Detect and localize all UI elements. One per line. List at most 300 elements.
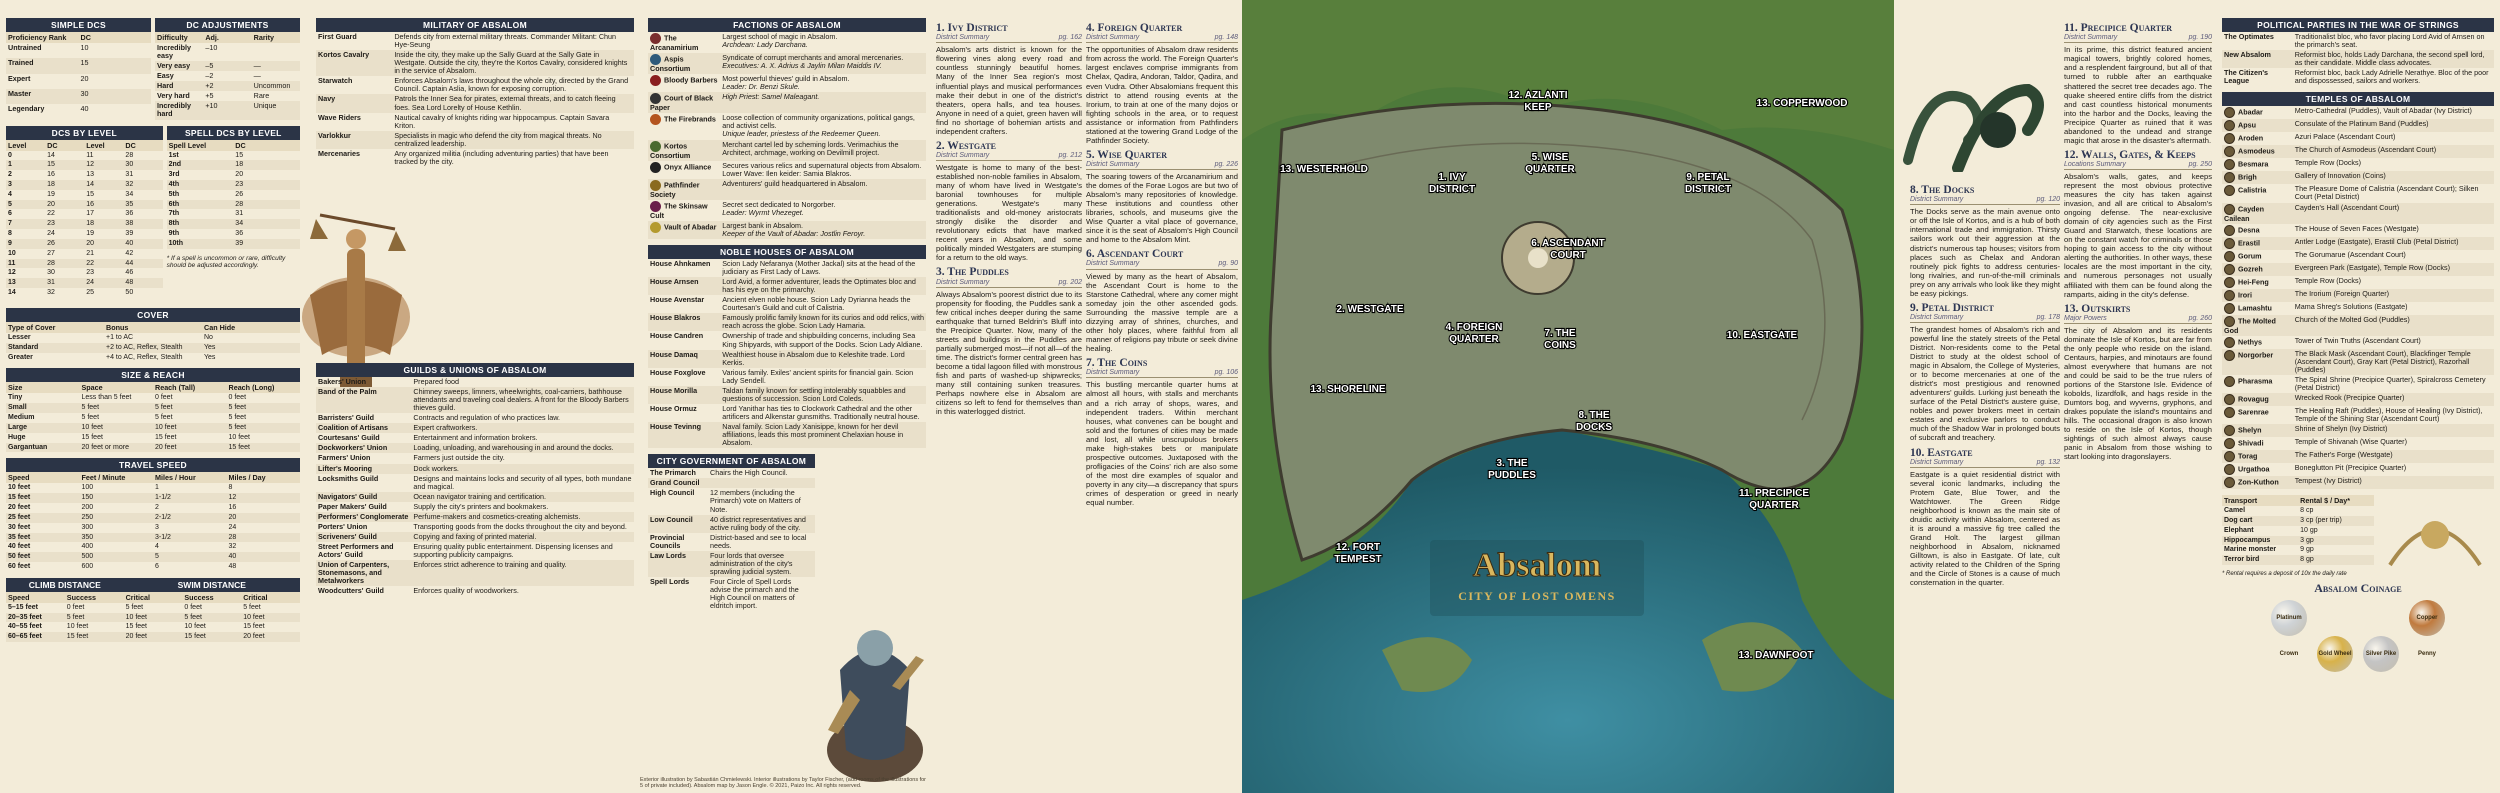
district-label-line: QUARTER — [1449, 334, 1499, 345]
table-row — [6, 353, 300, 363]
table-row — [648, 404, 926, 422]
district-label-line: COURT — [1550, 250, 1586, 261]
row-value: Mama Shreg's Solutions (Eastgate) — [2294, 301, 2408, 311]
table-row — [648, 221, 926, 239]
table-row — [6, 523, 300, 533]
district-heading: 12. Walls, Gates, & Keeps — [2064, 148, 2196, 161]
row-value: 0 feet — [228, 394, 247, 402]
table-row — [167, 180, 300, 190]
district-label-line: COINS — [1544, 340, 1576, 351]
deity-name: Abadar — [2238, 107, 2263, 117]
row-value: Antler Lodge (Eastgate), Erastil Club (Petal District) — [2293, 237, 2494, 250]
row-value: 35 — [123, 200, 162, 210]
row-label — [2222, 424, 2293, 437]
military-table — [316, 18, 634, 167]
table-row — [648, 92, 926, 113]
district-description: Eastgate is a quiet residential district with several iconic landmarks, including the Protem Gate, Blue Tower, and the Watchtower. The Green Ridge neighborhood is known as the main site of druidic activity within Absalom, centered as it is around a massive fig tree called the Grand Holt. The largest gillman neighborhood in Absalom, nicknamed Gilltown, is also in Eastgate. Of late, cult activity related to the Children of the Spring and the Circle of Stones is a cause of much consternation in the quarter. — [1910, 469, 2060, 588]
district-label-d10[interactable] — [1727, 330, 1798, 341]
row-value: 6 — [155, 563, 159, 570]
table-row — [6, 89, 151, 104]
deity-name: Norgorber — [2238, 350, 2274, 360]
political-parties-table — [2222, 18, 2494, 86]
row-label: 13 — [6, 278, 45, 288]
column-header: Critical — [124, 592, 183, 603]
district-label-d4[interactable] — [1446, 322, 1503, 345]
row-label: 10 — [8, 249, 16, 257]
table-row — [316, 113, 634, 131]
row-label: 20 feet — [8, 504, 31, 512]
row-value: 34 — [233, 219, 300, 229]
row-label: Courtesans' Guild — [318, 433, 380, 443]
deity-symbol-icon — [2224, 350, 2235, 361]
row-value: 20 feet — [153, 443, 227, 453]
row-label: Dog cart — [2222, 516, 2298, 526]
row-value: Nautical cavalry of knights riding war hippocampus. Captain Savara Kriton. — [394, 112, 610, 130]
table-row — [6, 503, 300, 513]
row-label: Starwatch — [318, 76, 353, 86]
row-value: 50 — [125, 289, 134, 297]
row-value: 13 — [86, 171, 95, 179]
column-header: Reach (Tall) — [153, 382, 227, 393]
row-value: Entertainment and information brokers. — [413, 433, 538, 443]
row-label: 10th — [167, 239, 234, 249]
table-row — [6, 403, 300, 413]
transport-body — [2222, 506, 2374, 565]
row-label: 15 feet — [6, 493, 80, 503]
district-label-d13c[interactable] — [1310, 384, 1385, 395]
deity-name: Torag — [2238, 451, 2258, 461]
district-label-d13d[interactable] — [1738, 650, 1813, 661]
absalom-map[interactable] — [1242, 0, 1894, 793]
row-value: Tower of Twin Truths (Ascendant Court) — [2294, 335, 2421, 345]
size-reach-body — [6, 393, 300, 452]
row-value: 2-1/2 — [153, 513, 227, 523]
table-row — [648, 259, 926, 277]
row-label: Terror bird — [2222, 555, 2298, 565]
faction-name-text: The Firebrands — [664, 114, 716, 124]
faction-name — [648, 221, 720, 239]
coinage-row — [2222, 600, 2494, 672]
district-summary-line — [936, 279, 1082, 288]
column-header: Speed — [6, 472, 80, 483]
table-row — [648, 422, 926, 448]
row-value: 14 — [84, 180, 123, 190]
row-value: Famously prolific family known for its curios and odd relics, with reach across the globe. Scion Lady Hamaria. — [722, 313, 924, 331]
row-value: 30 — [47, 269, 55, 277]
row-label: 9 — [6, 239, 45, 249]
table-row — [648, 350, 926, 368]
row-value: The Father's Forge (Westgate) — [2293, 450, 2494, 463]
table-row — [6, 170, 163, 180]
row-value: 24 — [228, 523, 237, 531]
row-value: 40 district representatives and active ruling body of the city. — [708, 515, 815, 533]
row-value: Four Circle of Spell Lords advise the primarch and the High Council on matters of eldritch import. — [710, 577, 799, 611]
district-label-d12b[interactable] — [1334, 542, 1381, 565]
row-value: 28 — [233, 200, 300, 210]
table-row — [2222, 263, 2494, 276]
row-value: Various family. Exiles' ancient spirits for financial gain. Scion Lady Sendell. — [722, 367, 914, 385]
row-value: Patrols the Inner Sea for pirates, external threats, and to catch fleeing foes. Sea Lord Lorelty of House Kethlin. — [392, 94, 634, 112]
factions-body — [648, 32, 926, 239]
row-label: 60–65 feet — [6, 632, 65, 642]
coin-icon: Gold Wheel — [2317, 636, 2353, 672]
row-label: Law Lords — [648, 551, 708, 577]
row-value: 22 — [84, 259, 123, 269]
summary-type: Locations Summary — [2064, 160, 2126, 168]
row-value: 23 — [45, 219, 84, 229]
row-value: 0 feet — [66, 603, 85, 611]
column-header: Critical — [241, 592, 300, 603]
row-value: 39 — [125, 230, 134, 238]
ornament-illustration — [2380, 495, 2490, 575]
temples-title: TEMPLES OF ABSALOM — [2222, 92, 2494, 106]
summary-type: District Summary — [1086, 369, 1140, 377]
faction-description — [720, 200, 926, 221]
district-label-line: 3. THE — [1496, 458, 1528, 469]
district-heading: 7. The Coins — [1086, 357, 1148, 370]
row-value: 8 gp — [2298, 555, 2374, 565]
row-value: 15 feet — [227, 443, 301, 453]
deity-symbol-icon — [2224, 407, 2235, 418]
page-reference: pg. 148 — [1214, 34, 1238, 42]
table-row — [316, 502, 634, 512]
row-value: Four lords that oversee administration of the city's sprawling judicial system. — [708, 551, 815, 577]
climb-title: CLIMB DISTANCE — [28, 579, 101, 590]
climb-swim-table — [6, 592, 300, 642]
column-header: Size — [6, 382, 80, 393]
table-row — [316, 453, 634, 463]
table-row — [2222, 506, 2374, 516]
government-title: CITY GOVERNMENT OF ABSALOM — [648, 454, 815, 468]
credits-text: Exterior illustration by Sabastián Chmielewski. Interior illustrations by Taylor Fischer, (add rooms of the illustrations for 5 of private included). Absalom map by Jason Engle. © 2021, Paizo Inc. All rights reserved. — [640, 776, 927, 789]
district-heading: 10. Eastgate — [1910, 446, 1973, 459]
row-value: Boneglutton Pit (Precipice Quarter) — [2294, 463, 2407, 473]
faction-summary: Secret sect dedicated to Norgorber. — [722, 199, 836, 209]
table-row — [2222, 375, 2494, 393]
district-label-line: DOCKS — [1575, 422, 1613, 433]
row-value: 32 — [228, 543, 237, 551]
factions-table — [648, 18, 926, 239]
table-row — [648, 140, 926, 161]
row-label — [2222, 476, 2293, 489]
faction-leader: Archdean: Lady Darchana. — [722, 40, 808, 50]
district-summary-line — [1086, 161, 1238, 170]
row-value: Naval family. Scion Lady Xanisippe, known for her devil affiliations, leads this most prominent Chelaxian house in Absalom. — [720, 422, 926, 448]
deity-name: Shivadi — [2238, 438, 2264, 448]
district-label-line: 13. WESTERHOLD — [1280, 164, 1368, 175]
noble-houses-body — [648, 259, 926, 448]
faction-name-text: The Arcanamirium — [650, 33, 699, 52]
page-reference: pg. 250 — [2188, 160, 2212, 168]
table-row — [2222, 424, 2494, 437]
row-value: The Black Mask (Ascendant Court), Blackfinger Temple (Ascendant Court), Gray Kart (Petal District), Razorhall (Puddles) — [2293, 349, 2494, 375]
row-label: Performers' Conglomerate — [316, 512, 411, 522]
row-value: Lord Avid, a former adventurer, leads the Optimates bloc and has his eye on the primarchy. — [720, 277, 926, 295]
table-row — [167, 200, 300, 210]
row-value: 5 feet — [80, 403, 154, 413]
table-row — [316, 512, 634, 522]
row-label: Small — [6, 403, 80, 413]
row-label: House Foxglove — [650, 367, 706, 377]
district-label-d2[interactable] — [1336, 304, 1403, 315]
row-label: 8th — [167, 219, 234, 229]
row-label — [2222, 145, 2293, 158]
deity-name: Calistria — [2238, 185, 2267, 195]
row-label — [2222, 276, 2293, 289]
climb-swim-header — [6, 592, 300, 603]
row-value: 15 — [86, 190, 95, 198]
page-reference: pg. 226 — [1214, 160, 1238, 168]
cover-header — [6, 322, 300, 333]
row-label — [2222, 336, 2293, 349]
row-value: 3-1/2 — [153, 533, 227, 543]
row-label: Large — [6, 423, 80, 433]
deity-name: Shelyn — [2238, 425, 2262, 435]
district-label-d13[interactable] — [1757, 98, 1848, 109]
transport-note: * Rental requires a deposit of 10x the daily rate — [2222, 571, 2347, 578]
row-label: Locksmiths Guild — [318, 473, 379, 483]
column-header: Rental $ / Day* — [2298, 495, 2374, 506]
table-row — [316, 464, 634, 474]
faction-name — [648, 74, 720, 92]
row-label: 5–15 feet — [8, 603, 38, 611]
row-label: 4th — [167, 180, 234, 190]
table-row — [316, 387, 634, 413]
row-value: 19 — [47, 190, 55, 198]
column-header: DC — [233, 140, 300, 151]
summary-type: District Summary — [936, 278, 990, 286]
row-value: Perfume-makers and cosmetics-creating alchemists. — [411, 512, 634, 522]
deity-symbol-icon — [2224, 159, 2235, 170]
row-label: 2 — [8, 171, 12, 179]
column-header: DC — [79, 32, 152, 43]
row-value: 9 gp — [2300, 546, 2314, 554]
table-row — [316, 76, 634, 94]
district-heading: 3. The Puddles — [936, 266, 1009, 279]
row-label: House Blakros — [648, 313, 720, 331]
row-label: 7th — [168, 210, 180, 218]
column-header: Can Hide — [202, 322, 300, 333]
district-label-d5[interactable] — [1525, 152, 1575, 175]
table-row — [2222, 476, 2494, 489]
table-row — [6, 433, 300, 443]
table-row — [6, 43, 151, 58]
row-label: Expert — [8, 73, 31, 83]
faction-description — [720, 179, 926, 200]
table-row — [648, 113, 926, 139]
faction-leader: Keeper of the Vault of Abadar: Jostlin Feroyr. — [722, 228, 866, 238]
row-label: House Morilla — [648, 386, 720, 404]
table-row — [155, 81, 300, 91]
row-value: Temple of Shivanah (Wise Quarter) — [2294, 437, 2407, 447]
row-label — [2222, 289, 2293, 302]
row-label: 12 — [8, 269, 16, 277]
row-value: Ocean navigator training and certification. — [411, 492, 634, 502]
district-label-line: 5. WISE — [1531, 152, 1569, 163]
temples-panel — [2216, 0, 2500, 793]
row-value: Defends city from external military threats. Commander Militant: Chun Hye-Seung — [394, 32, 617, 50]
row-label — [2222, 450, 2293, 463]
row-label: 35 feet — [6, 533, 80, 543]
table-row — [6, 622, 300, 632]
row-label: 5 — [6, 200, 45, 210]
column-header: Difficulty — [155, 32, 203, 43]
row-value: 20 feet — [124, 632, 183, 642]
row-label: 2nd — [167, 160, 234, 170]
district-heading: 5. Wise Quarter — [1086, 148, 1168, 161]
table-row — [6, 200, 163, 210]
row-value: 5 feet — [227, 423, 301, 433]
row-label: Farmers' Union — [318, 453, 371, 463]
column-header: Proficiency Rank — [6, 32, 79, 43]
row-label — [2222, 184, 2293, 202]
table-row — [167, 229, 300, 239]
row-label: The Optimates — [2224, 32, 2274, 41]
district-description: The soaring towers of the Arcanamirium and the domes of the Forae Logos are but two of Absalom's many repositories of knowledge. These institutions and countless other libraries, schools, and museums give the Wise Quarter a vital place of governance, since it is the seat of Absalom's High Council and home to the Absalom Mint. — [1086, 172, 1238, 245]
row-value: Yes — [202, 343, 300, 353]
row-value: 26 — [235, 190, 244, 198]
deity-name: Cayden Cailean — [2224, 203, 2264, 223]
deity-symbol-icon — [2224, 464, 2235, 475]
row-label: Legendary — [8, 104, 45, 114]
district-label-d8[interactable] — [1576, 410, 1612, 433]
row-label: Very easy — [155, 61, 203, 71]
district-label-d7[interactable] — [1544, 328, 1576, 351]
faction-name — [648, 53, 720, 74]
deity-name: Apsu — [2238, 120, 2256, 130]
row-label — [2222, 171, 2293, 184]
factions-title: FACTIONS OF ABSALOM — [648, 18, 926, 32]
row-label: House Candren — [650, 331, 704, 341]
row-label: Incredibly easy — [157, 43, 191, 61]
table-row — [2222, 406, 2494, 424]
district-description: Absalom's walls, gates, and keeps represent the most obvious protective measures the city has taken against invasion, and all are critical to Absalom's ongoing defense. The near-exclusive domain of city agencies such as the First Guard and Starwatch, these locations are on the constant watch for criminals or those hoping to gain access to the city without alerting the authorities. In other ways, these locales are the most important in the city, and numerous personages not usually affiliated with them can be found along the ramparts, aiding in the city's defense. — [2064, 172, 2212, 299]
table-row — [6, 552, 300, 562]
row-label: Woodcutters' Guild — [318, 586, 384, 596]
row-value: 19 — [86, 230, 95, 238]
table-row — [6, 180, 163, 190]
district-description: This bustling mercantile quarter hums at almost all hours, with stalls and merchants and a rich array of shops, wares, and independent traders. Within merchant houses, what convenes can be bought and sold and the fortunes of cities may be made and lost, all while unscrupulous brokers make high-stakes bets or manipulate prospective outcomes. Juxtaposed with the profligacies of the Coins' rich are also some of the most dire examples of squalor and poverty in any city—a discrepancy that spurs crimes of desperation or greed in nearly equal number. — [1086, 380, 1238, 507]
faction-emblem-icon — [650, 75, 661, 86]
row-label: House Arnsen — [648, 277, 720, 295]
page-reference: pg. 190 — [2188, 34, 2212, 42]
faction-summary: Loose collection of community organizations, political gangs, and activist cells. — [722, 113, 915, 131]
dcs-by-level-table — [6, 126, 163, 298]
district-heading: 2. Westgate — [936, 139, 996, 152]
district-description: The city of Absalom and its residents dominate the Isle of Kortos, but are far from the only people who reside on the island. Centaurs, harpies, and minotaurs are found almost everywhere that humans are not and could be said to be the true rulers of portions of the Starstone Isle. Evidence of kobolds, lizardfolk, and hags reside in the Dumtors bog, and wyverns, gryphons, and drakes populate the island's mountains and hills. The occasional dragon is also known to reside on the Isle of Kortos, though sightings of such almost always cause panic in Absalom from those wishing to start looking into dragonslayers. — [2064, 325, 2212, 462]
row-value: The Spiral Shrine (Precipice Quarter), Spiralcross Cemetery (Petal District) — [2294, 374, 2486, 392]
row-value: Yes — [204, 353, 216, 361]
row-value: Lord Yanithar has ties to Clockwork Cathedral and the other artificers and Alkenstar gunsmiths. Traditionally neutral house. — [722, 403, 920, 421]
row-value: Tempest (Ivy District) — [2293, 476, 2494, 489]
faction-summary: Largest bank in Absalom. — [722, 220, 803, 230]
table-row — [167, 151, 300, 161]
row-value: 32 — [123, 180, 162, 190]
summary-type: District Summary — [936, 151, 990, 159]
row-label — [2222, 349, 2293, 375]
districts-column-c — [1910, 180, 2060, 590]
table-row — [316, 131, 634, 149]
table-row — [648, 200, 926, 221]
row-label — [2222, 393, 2293, 406]
row-value: Wealthiest house in Absalom due to Keleshite trade. Lord Kerkis. — [720, 350, 926, 368]
government-table — [648, 454, 815, 611]
district-heading: 11. Precipice Quarter — [2064, 22, 2173, 34]
district-summary-line — [2064, 161, 2212, 170]
row-label: 6 — [8, 210, 12, 218]
row-value: 36 — [235, 230, 244, 238]
political-parties-body — [2222, 32, 2494, 86]
spell-dcs-body — [167, 151, 300, 249]
row-value: 100 — [81, 484, 94, 492]
coin — [2404, 600, 2450, 660]
faction-description — [720, 92, 926, 113]
row-value: 4 — [155, 543, 159, 551]
deity-symbol-icon — [2224, 376, 2235, 387]
coin — [2358, 636, 2404, 672]
row-value: — — [253, 71, 261, 81]
deity-symbol-icon — [2224, 251, 2235, 262]
travel-speed-header — [6, 472, 300, 483]
faction-description — [720, 161, 926, 179]
district-label-d13b[interactable] — [1280, 164, 1368, 175]
deity-name: Nethys — [2238, 337, 2262, 347]
table-row — [6, 249, 163, 259]
row-label: Dockworkers' Union — [316, 443, 411, 453]
district-label-line: 12. AZLANTI — [1508, 90, 1568, 101]
deity-name: Gozreh — [2238, 263, 2263, 273]
map-title: Absalom — [1472, 547, 1602, 584]
faction-emblem-icon — [650, 114, 661, 125]
column-header: Speed — [6, 592, 65, 603]
row-value: Transporting goods from the docks throughout the city and beyond. — [413, 521, 627, 531]
row-value: +4 to AC, Reflex, Stealth — [106, 353, 183, 361]
row-label: The Citizen's League — [2224, 68, 2269, 86]
map-canvas[interactable] — [1242, 0, 1894, 793]
table-row — [316, 532, 634, 542]
row-label: 40 feet — [8, 543, 31, 551]
faction-name-text: Aspis Consortium — [650, 54, 691, 74]
row-label — [2222, 132, 2293, 145]
row-value: 17 — [86, 210, 95, 218]
simple-dcs-header — [6, 32, 151, 43]
deity-name: Irori — [2238, 289, 2252, 299]
row-label: House Tevinng — [648, 422, 720, 448]
row-value — [708, 478, 815, 488]
row-label — [2222, 158, 2293, 171]
table-row — [2222, 302, 2494, 315]
faction-summary: Secures various relics and supernatural objects from Absalom. Lower Wave: Ilen keider: Samia Blakros. — [722, 160, 922, 178]
deity-name: Zon-Kuthon — [2238, 477, 2279, 487]
faction-name-text: Kortos Consortium — [650, 140, 691, 160]
row-value: 10 gp — [2300, 526, 2318, 534]
district-label-d9[interactable] — [1685, 172, 1731, 195]
district-description: Viewed by many as the heart of Absalom, the Ascendant Court is home to the Starstone Cathedral, where any comer might someday join the other ascended gods. Surrounding the massive temple are a dizzying array of shrines, churches, and other holy places, where faithful from all manner of religions pay tribute or seek divine healing. — [1086, 271, 1238, 354]
row-value: 10 feet — [80, 423, 154, 433]
row-value: 14 — [47, 151, 55, 159]
cover-table — [6, 308, 300, 362]
row-label — [2222, 224, 2293, 237]
district-description: The opportunities of Absalom draw residents from across the world. The Foreign Quarter's largest enclaves comprise immigrants from Chelax, Qadira, Andoran, Taldor, Qadira, and even Vudra. Other Absalomians frequent this district to attend rousing events at the Irorium, to train at one of the many dojos or fighting schools in the area, or to request assistance or information from Pathfinders stationed at the towering Grand Lodge of the Pathfinder Society. — [1086, 45, 1238, 145]
map-subtitle: City of Lost Omens — [1458, 589, 1616, 603]
row-label: Band of the Palm — [316, 387, 411, 413]
faction-summary: Largest school of magic in Absalom. — [722, 32, 838, 41]
dcs-by-level-body — [6, 151, 163, 298]
row-value: 3 — [155, 523, 159, 531]
district-description: Always Absalom's poorest district due to its propensity for flooding, the Puddles sank a few critical inches deeper during the same earthquake that turned Beldrin's Bluff into the Precipice Quarter. Now, many of the streets and buildings in the Puddles are partially submerged most—if not all—of the time. The district's former central green has become a tidal lagoon filled with monstrous fish and parts of washed-up shipwrecks; many still containing sunken treasures. Perhaps nowhere else in Absalom are citizens so left to fend for themselves than in this waterlogged district. — [936, 289, 1082, 417]
gillman-warrior-illustration — [820, 600, 930, 788]
deity-name: Besmara — [2238, 159, 2269, 169]
